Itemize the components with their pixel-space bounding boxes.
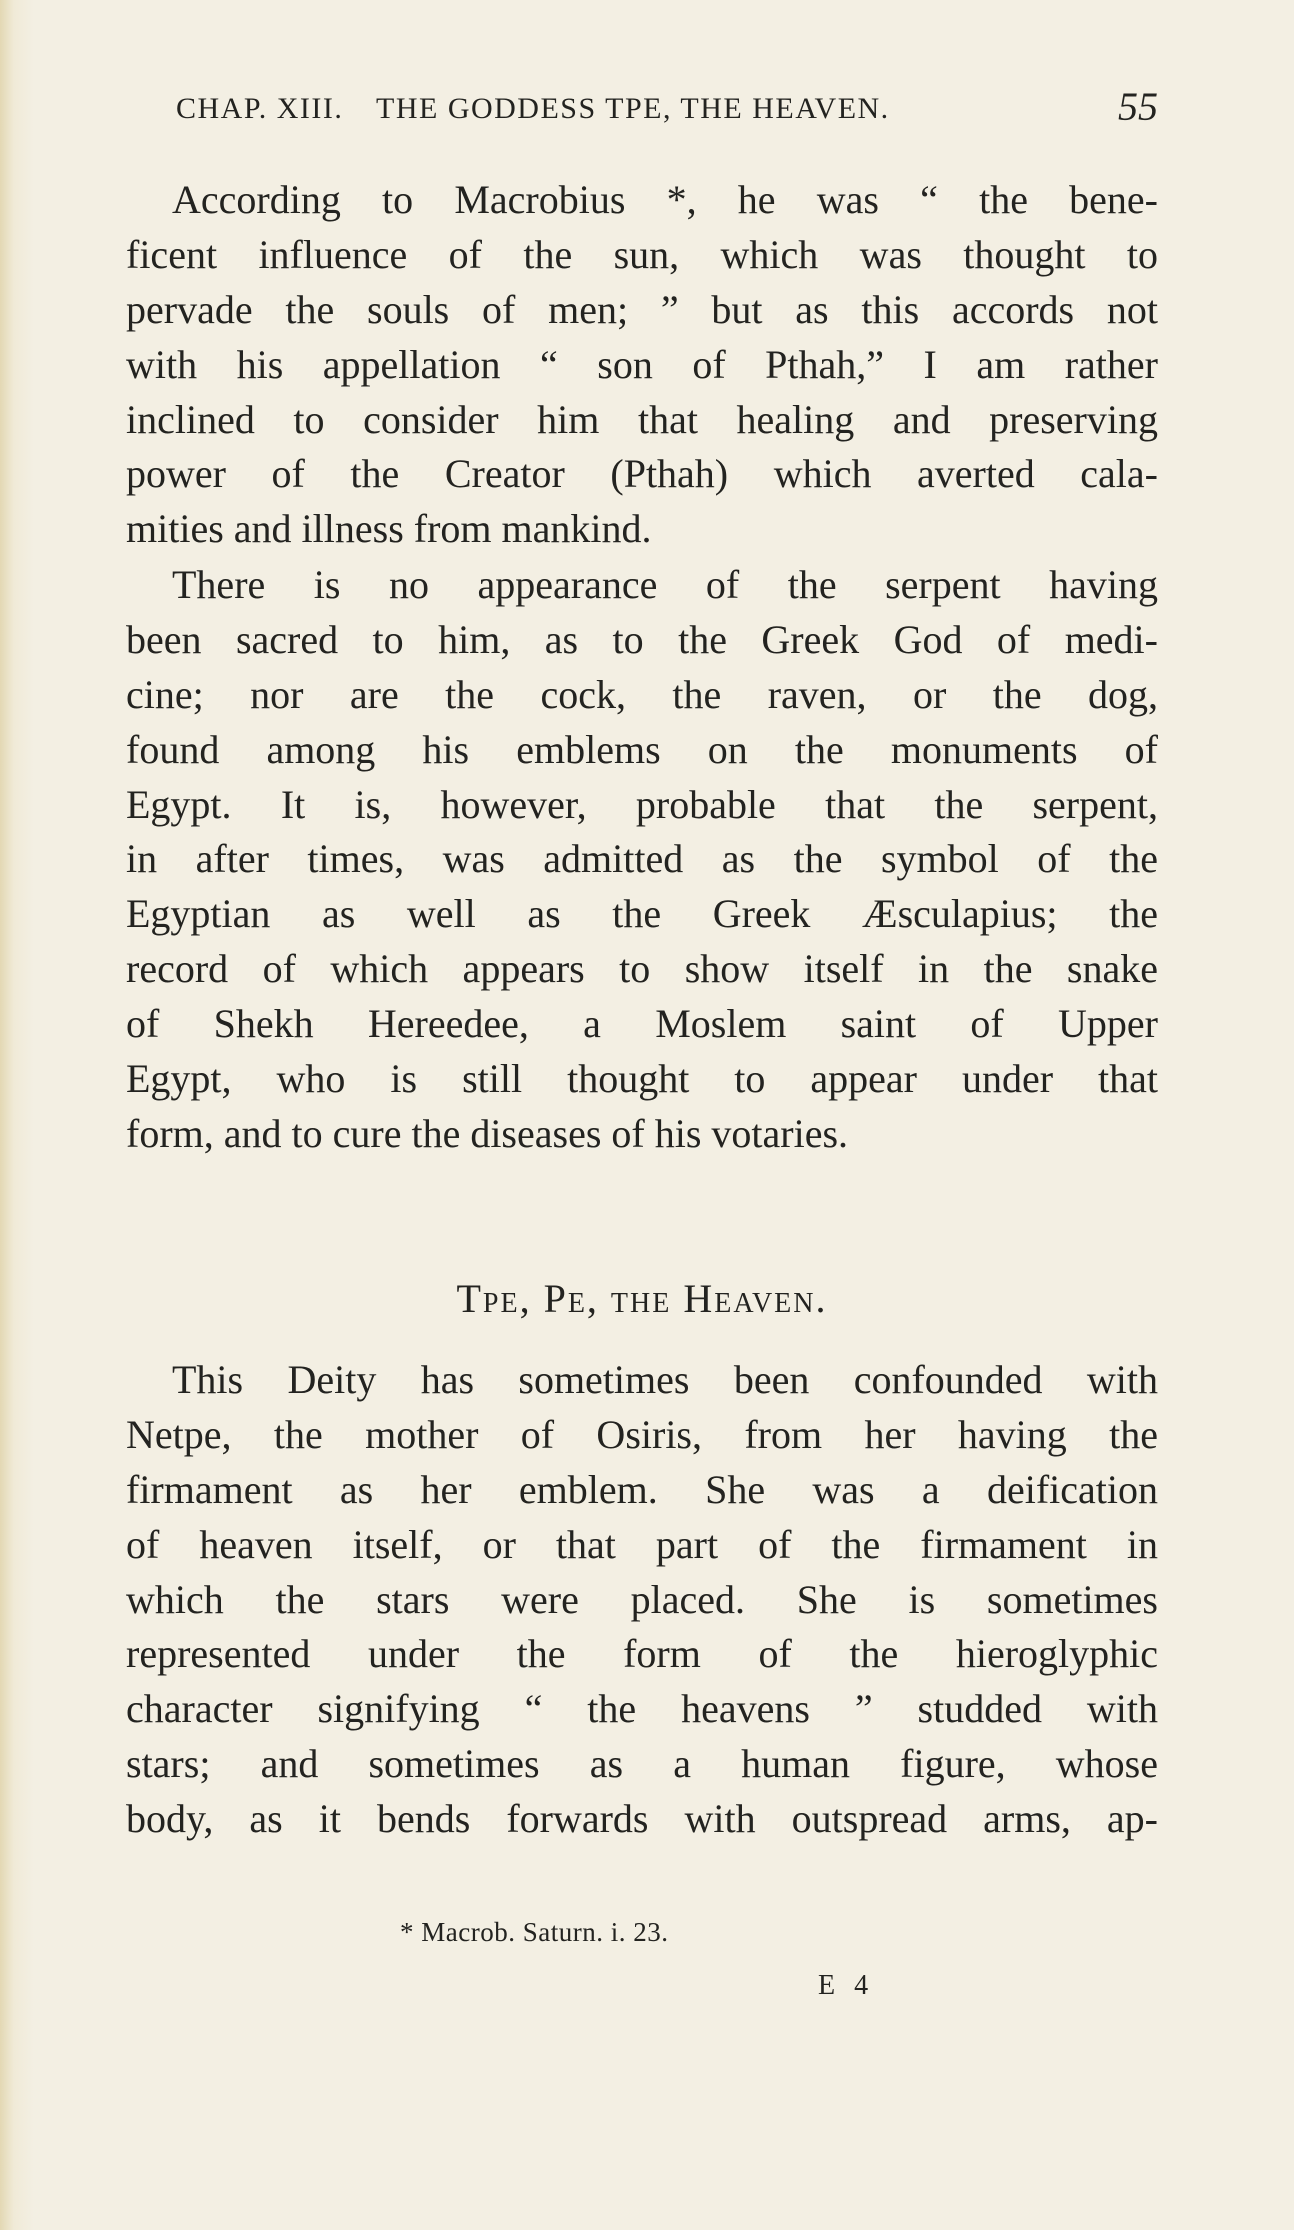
- text-line: This Deity has sometimes been confounded with: [172, 1357, 1158, 1402]
- text-line: inclined to consider him that healing and preserving: [126, 396, 1158, 442]
- paragraph-2: [126, 558, 1158, 1162]
- running-head: [176, 84, 1158, 130]
- text-line: been sacred to him, as to the Greek God of medi-: [126, 616, 1158, 662]
- text-line: Netpe, the mother of Osiris, from her having the: [126, 1411, 1158, 1457]
- running-title: THE GODDESS TPE, THE HEAVEN.: [376, 92, 890, 125]
- text-line: There is no appearance of the serpent having: [172, 562, 1158, 607]
- text-line: ficent influence of the sun, which was thought to: [126, 231, 1158, 277]
- text-line: firmament as her emblem. She was a deification: [126, 1466, 1158, 1512]
- text-line: body, as it bends forwards with outspread arms, ap-: [126, 1796, 1158, 1842]
- text-line: form, and to cure the diseases of his votaries.: [126, 1110, 849, 1156]
- text-line: mities and illness from mankind.: [126, 506, 652, 552]
- signature-mark: E 4: [818, 1970, 875, 2001]
- text-line: of Shekh Hereedee, a Moslem saint of Upper: [126, 1001, 1158, 1047]
- text-line: character signifying “ the heavens ” studded with: [126, 1686, 1158, 1732]
- paragraph-1: [126, 173, 1158, 557]
- footnote: * Macrob. Saturn. i. 23.: [400, 1917, 669, 1947]
- text-line: pervade the souls of men; ” but as this accords not: [126, 286, 1158, 332]
- text-line: stars; and sometimes as a human figure, whose: [126, 1741, 1158, 1787]
- text-line: of heaven itself, or that part of the firmament in: [126, 1521, 1158, 1567]
- text-line: power of the Creator (Pthah) which averted cala-: [126, 451, 1158, 497]
- chapter-label: CHAP. XIII.: [176, 92, 344, 125]
- text-line: cine; nor are the cock, the raven, or the dog,: [126, 671, 1158, 717]
- text-line: with his appellation “ son of Pthah,” I am rather: [126, 341, 1158, 387]
- text-line: record of which appears to show itself in the snake: [126, 946, 1158, 992]
- text-line: According to Macrobius *, he was “ the bene-: [172, 177, 1158, 222]
- text-line: found among his emblems on the monuments of: [126, 726, 1158, 772]
- section-heading: Tpe, Pe, the Heaven.: [456, 1276, 828, 1321]
- text-line: Egypt. It is, however, probable that the serpent,: [126, 781, 1158, 827]
- page-number: 55: [1118, 84, 1158, 129]
- text-line: which the stars were placed. She is sometimes: [126, 1576, 1158, 1622]
- text-line: in after times, was admitted as the symbol of the: [126, 836, 1158, 882]
- text-line: represented under the form of the hieroglyphic: [126, 1631, 1158, 1677]
- paragraph-3: [126, 1353, 1158, 1847]
- text-line: Egyptian as well as the Greek Æsculapius; the: [126, 891, 1158, 937]
- text-line: Egypt, who is still thought to appear under that: [126, 1056, 1158, 1102]
